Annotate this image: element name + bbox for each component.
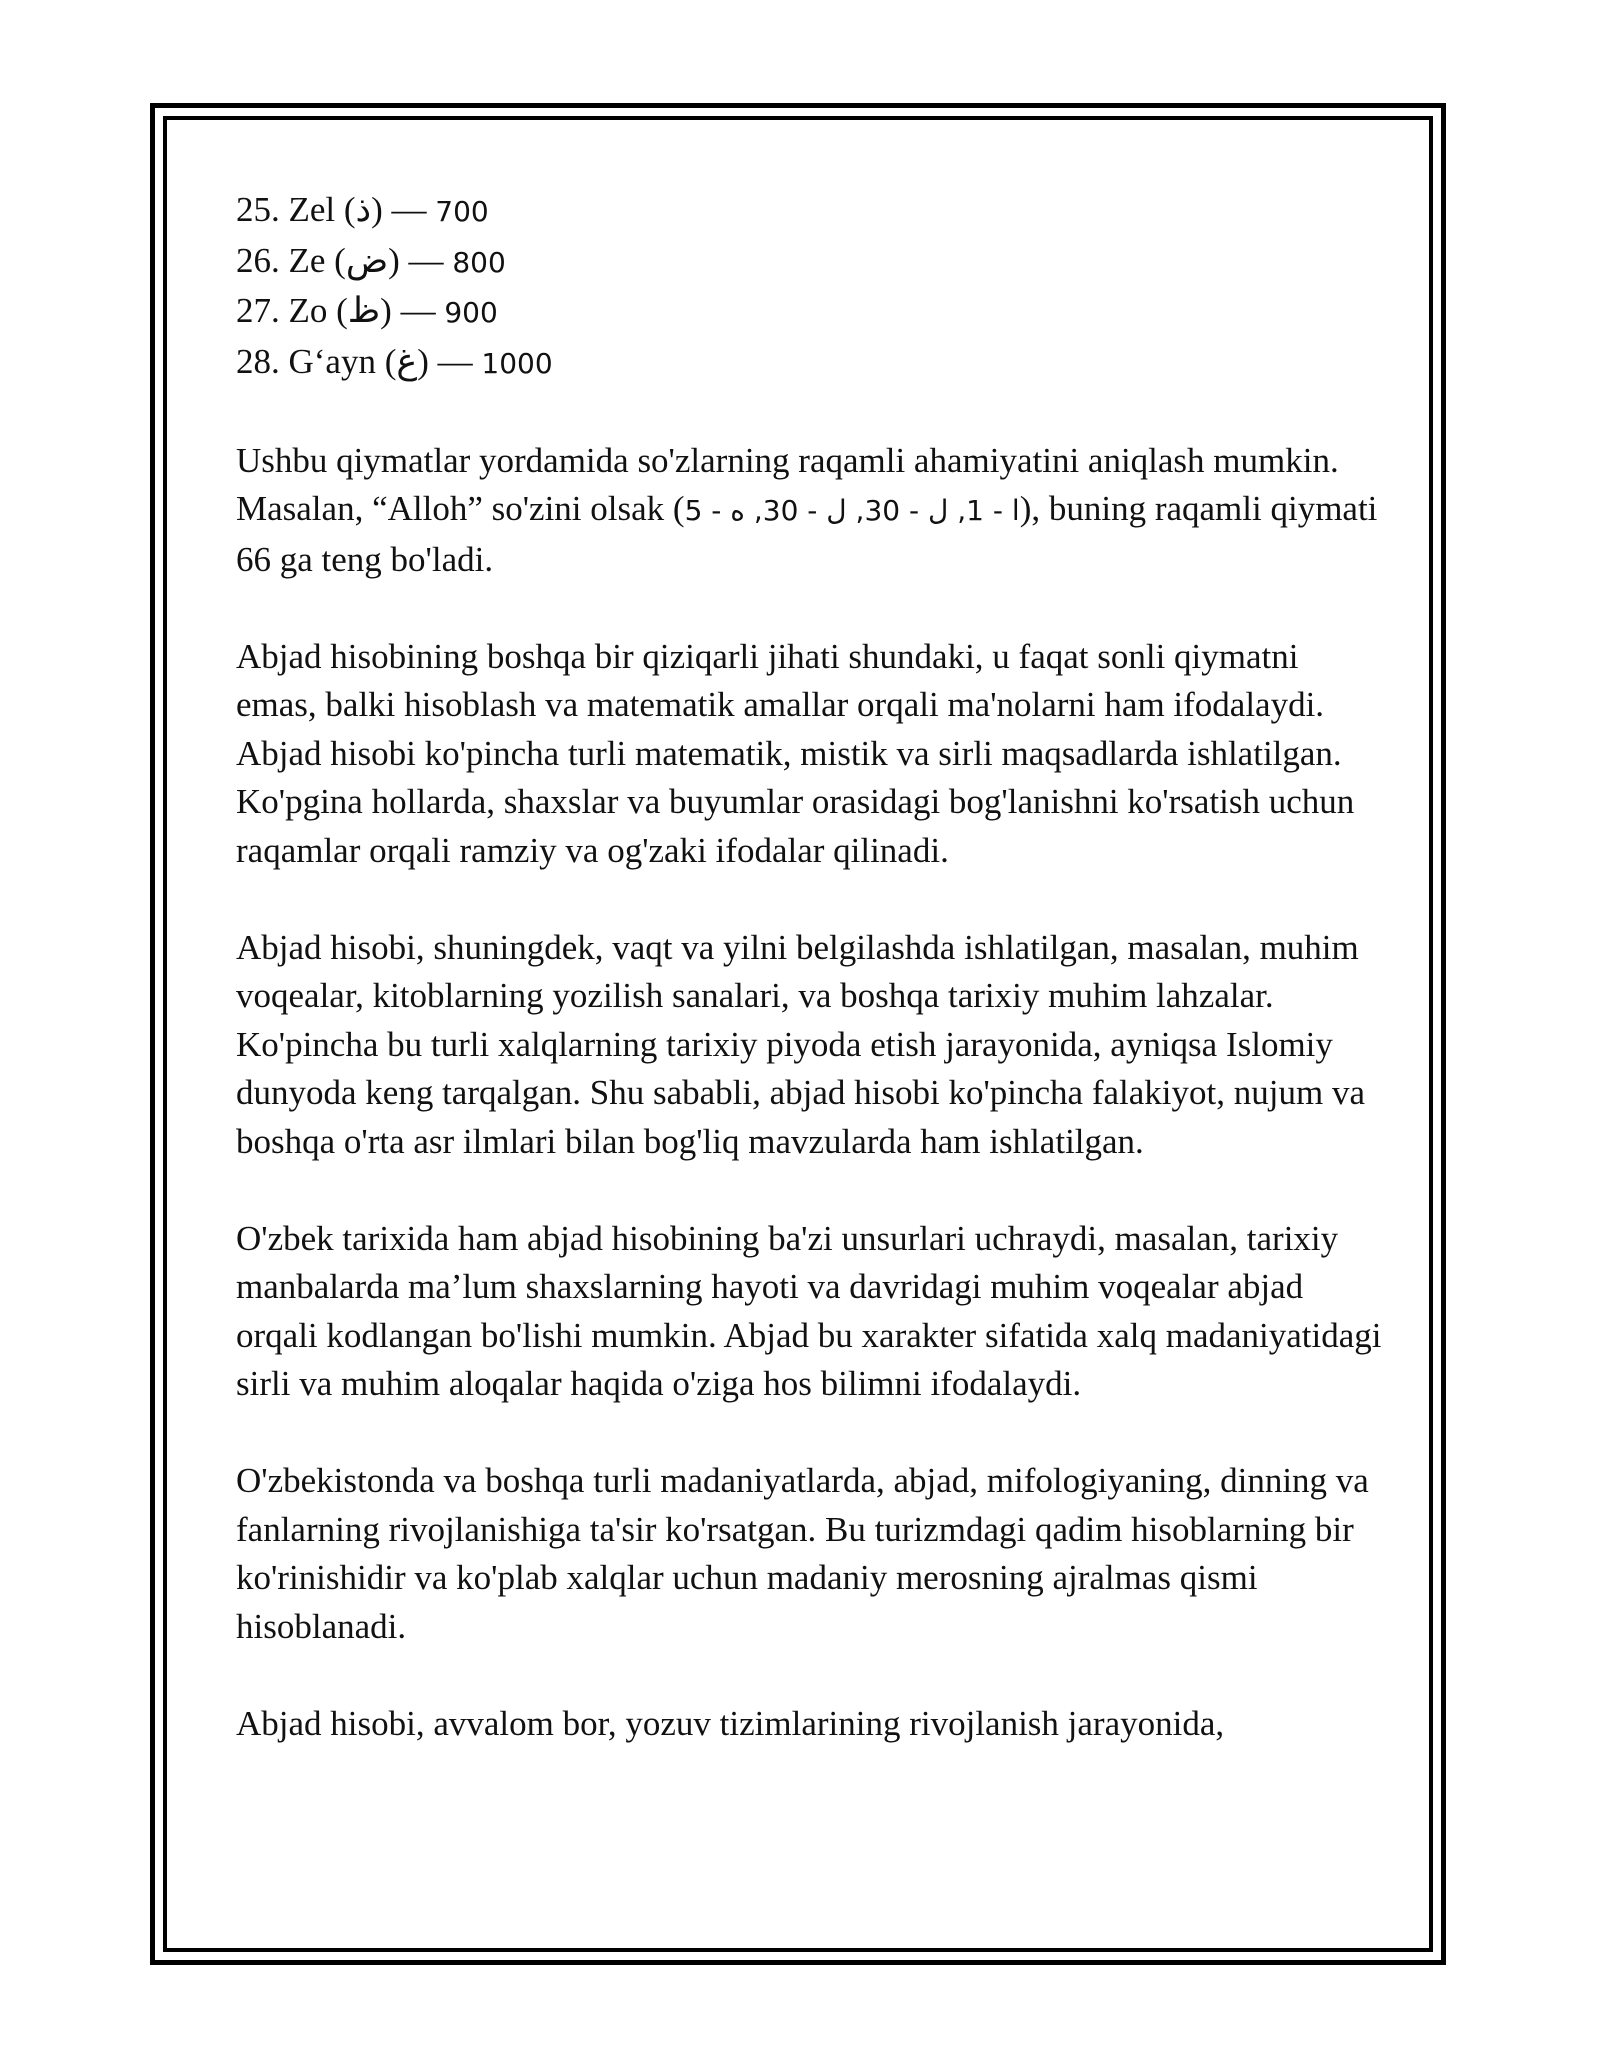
- list-item: [236, 338, 1386, 389]
- paragraph: O'zbek tarixida ham abjad hisobining ba'zi unsurlari uchraydi, masalan, tarixiy manbalarda ma’lum shaxslarning hayoti va davridagi muhim voqealar abjad orqali kodlangan bo'lishi mumkin. Abjad bu xarakter sifatida xalq madaniyatidagi sirli va muhim aloqalar haqida o'ziga hos bilimni ifodalaydi.: [236, 1218, 1382, 1403]
- paragraph-alloh-example: [236, 437, 1386, 585]
- list-item: [236, 186, 1386, 237]
- paragraph: Abjad hisobi, avvalom bor, yozuv tizimlarining rivojlanish jarayonida,: [236, 1703, 1225, 1743]
- paragraph: Abjad hisobi, shuningdek, vaqt va yilni belgilashda ishlatilgan, masalan, muhim voqealar, kitoblarning yozilish sanalari, va boshqa tarixiy muhim lahzalar. Ko'pincha bu turli xalqlarning tarixiy piyoda etish jarayonida, ayniqsa Islomiy dunyoda keng tarqalgan. Shu sababli, abjad hisobi ko'pincha falakiyot, nujum va boshqa o'rta asr ilmlari bilan bog'liq mavzularda ham ishlatilgan.: [236, 927, 1365, 1161]
- paragraph: O'zbekistonda va boshqa turli madaniyatlarda, abjad, mifologiyaning, dinning va fanlarning rivojlanishiga ta'sir ko'rsatgan. Bu turizmdagi qadim hisoblarning bir ko'rinishidir va ko'plab xalqlar uchun madaniy merosning ajralmas qismi hisoblanadi.: [236, 1461, 1369, 1646]
- abjad-letter-list: [236, 186, 1386, 388]
- document-body: [236, 186, 1386, 1797]
- list-item-value: 1000: [481, 346, 553, 380]
- list-item-value: 900: [444, 296, 498, 329]
- list-item: [236, 237, 1386, 288]
- paragraph-text: ), buning raqamli qiymati 66 ga teng bo'ladi.: [236, 489, 1378, 579]
- list-item-label: 28. G‘ayn (غ) —: [236, 341, 482, 381]
- list-item-label: 25. Zel (ذ) —: [236, 190, 436, 229]
- list-item: [236, 287, 1386, 338]
- arabic-formula: ا - 1, ل - 30, ل - 30, ه - 5: [684, 494, 1020, 527]
- list-item-value: 700: [435, 195, 489, 228]
- list-item-label: 26. Ze (ض) —: [236, 240, 453, 280]
- paragraph-text: Ushbu qiymatlar yordamida so'zlarning raqamli ahamiyatini aniqlash mumkin. Masalan, “Alloh” so'zini olsak (: [236, 440, 1339, 528]
- list-item-label: 27. Zo (ظ) —: [236, 291, 445, 330]
- list-item-value: 800: [452, 245, 506, 279]
- paragraph: Abjad hisobining boshqa bir qiziqarli jihati shundaki, u faqat sonli qiymatni emas, balki hisoblash va matematik amallar orqali ma'nolarni ham ifodalaydi. Abjad hisobi ko'pincha turli matematik, mistik va sirli maqsadlarda ishlatilgan. Ko'pgina hollarda, shaxslar va buyumlar orasidagi bog'lanishni ko'rsatish uchun raqamlar orqali ramziy va og'zaki ifodalar qilinadi.: [236, 636, 1355, 870]
